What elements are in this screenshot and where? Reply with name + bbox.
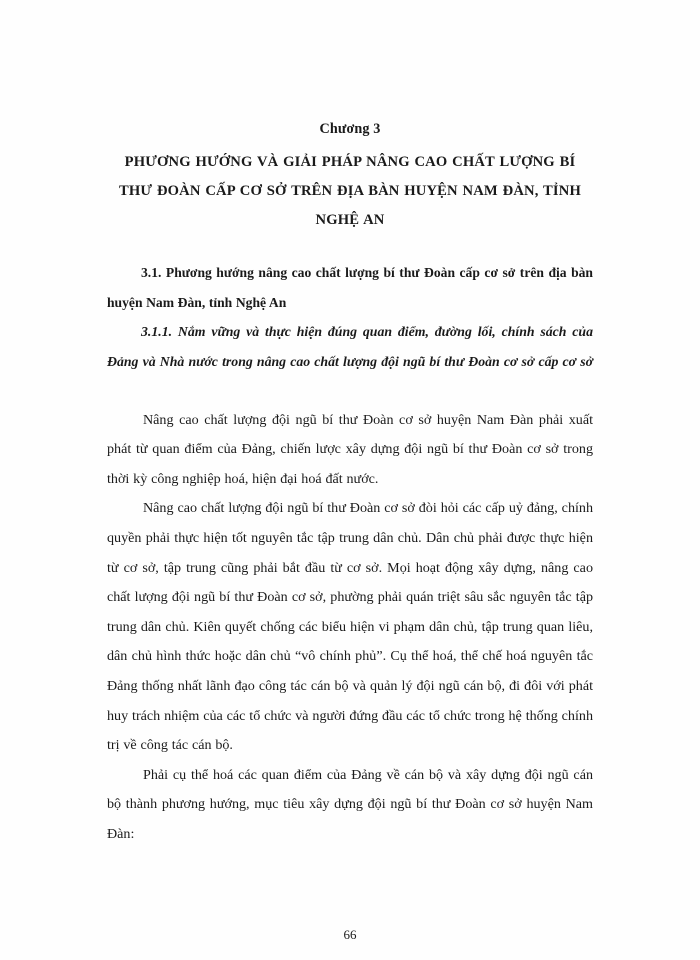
chapter-label: Chương 3 [319, 121, 381, 137]
chapter-title-line-2: THƯ ĐOÀN CẤP CƠ SỞ TRÊN ĐỊA BÀN HUYỆN NAM ĐÀN, TỈNH [119, 183, 581, 200]
section-heading-3-1: 3.1. Phương hướng nâng cao chất lượng bí thư Đoàn cấp cơ sở trên địa bàn huyện Nam Đàn, tỉnh Nghệ An [107, 265, 593, 310]
chapter-title-line-1: PHƯƠNG HƯỚNG VÀ GIẢI PHÁP NÂNG CAO CHẤT LƯỢNG BÍ [124, 154, 576, 171]
body-paragraph-2: Nâng cao chất lượng đội ngũ bí thư Đoàn cơ sở đòi hỏi các cấp uỷ đảng, chính quyền phải thực hiện tốt nguyên tắc tập trung dân chủ. Dân chủ phải được thực hiện từ cơ sở, tập trung cũng phải bắt đầu từ cơ sở. Mọi hoạt động xây dựng, nâng cao chất lượng đội ngũ bí thư Đoàn cơ sở, phường phải quán triệt sâu sắc nguyên tắc tập trung dân chủ. Kiên quyết chống các biểu hiện vi phạm dân chủ, tập trung quan liêu, dân chủ hình thức hoặc dân chủ “vô chính phủ”. Cụ thể hoá, thể chế hoá nguyên tắc Đảng thống nhất lãnh đạo công tác cán bộ và quản lý đội ngũ cán bộ, đi đôi với phát huy trách nhiệm của các tổ chức và người đứng đầu các tổ chức trong hệ thống chính trị về công tác cán bộ. [107, 500, 593, 754]
chapter-title [107, 148, 593, 235]
section-heading-3-1-1: 3.1.1. Nắm vững và thực hiện đúng quan điểm, đường lối, chính sách của Đảng và Nhà nước trong nâng cao chất lượng đội ngũ bí thư Đoàn cơ sở cấp cơ sở [107, 324, 593, 369]
page-number: 66 [343, 927, 357, 942]
body-paragraph-1: Nâng cao chất lượng đội ngũ bí thư Đoàn cơ sở huyện Nam Đàn phải xuất phát từ quan điểm của Đảng, chiến lược xây dựng đội ngũ bí thư Đoàn cơ sở trong thời kỳ công nghiệp hoá, hiện đại hoá đất nước. [107, 411, 593, 487]
body-paragraph-3: Phải cụ thể hoá các quan điểm của Đảng về cán bộ và xây dựng đội ngũ cán bộ thành phương hướng, mục tiêu xây dựng đội ngũ bí thư Đoàn cơ sở huyện Nam Đàn: [107, 766, 593, 843]
page-content [107, 0, 593, 850]
chapter-title-line-3: NGHỆ AN [315, 212, 385, 229]
